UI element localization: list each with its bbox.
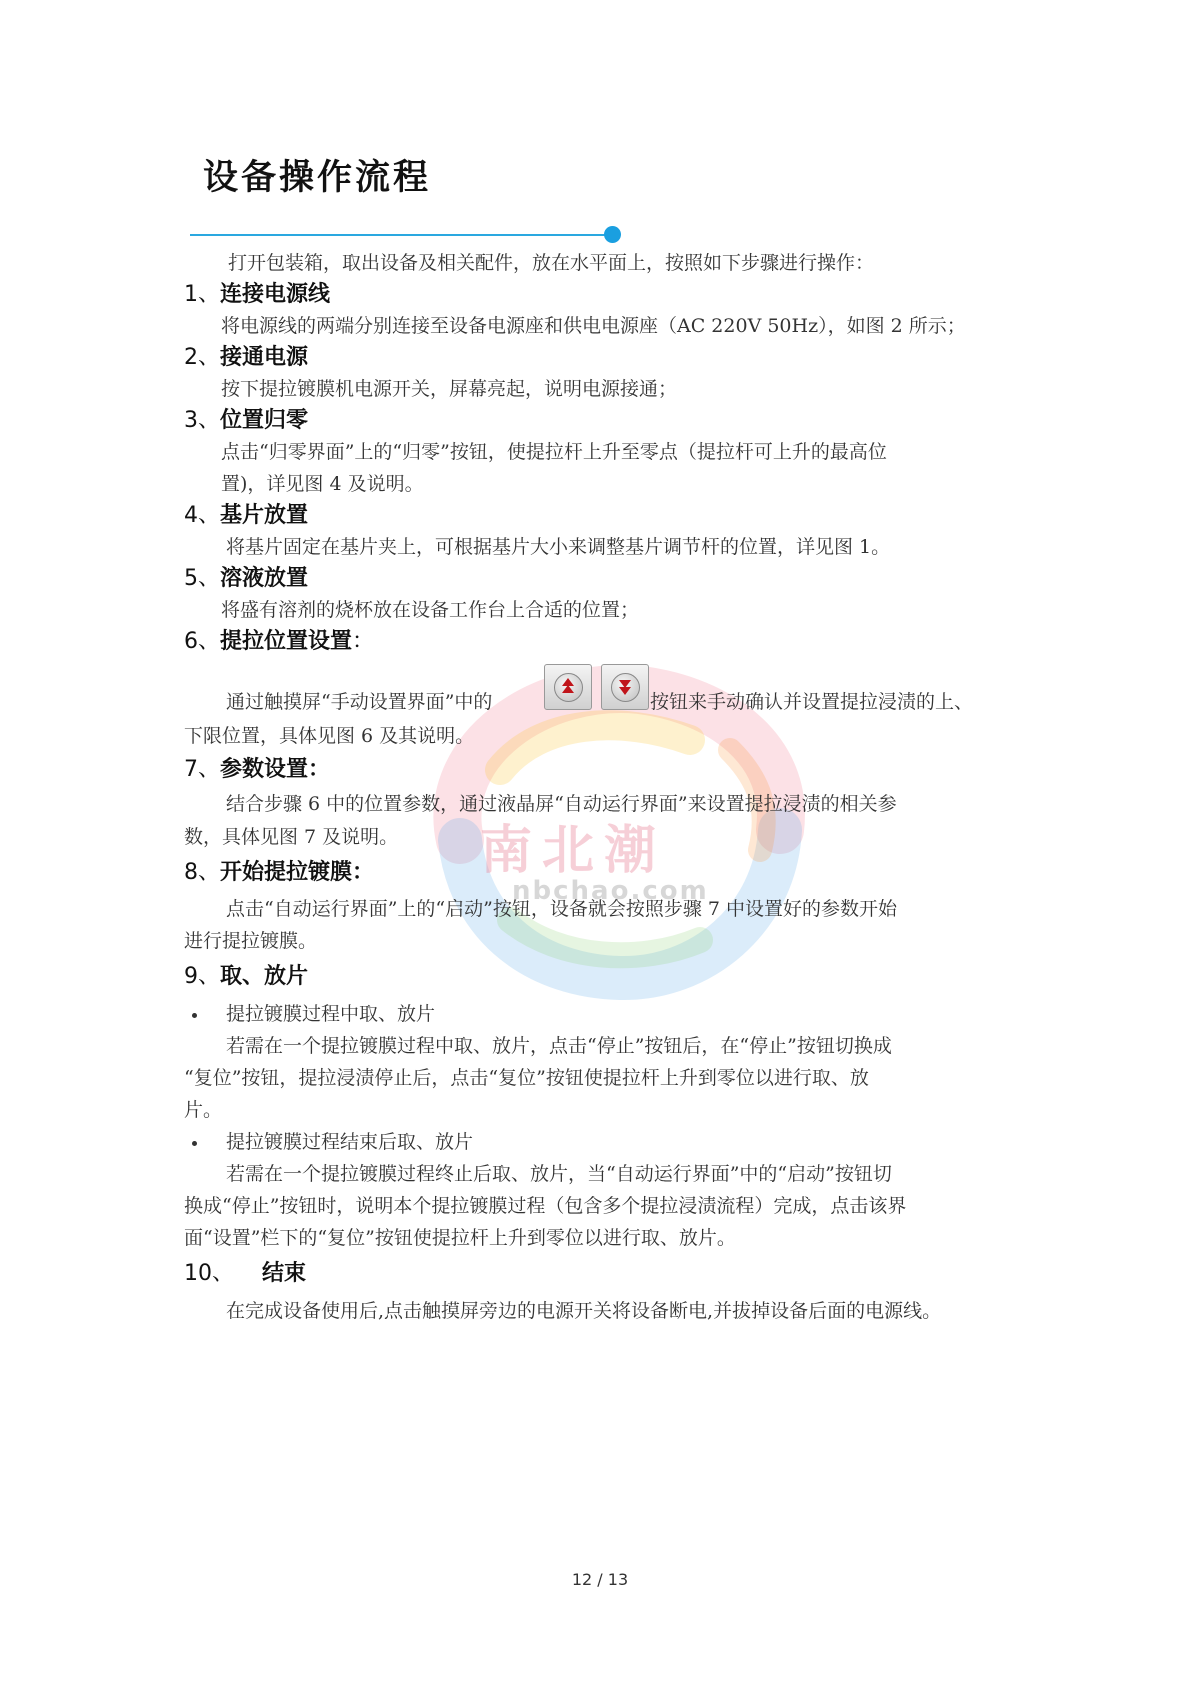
step-number: 4、 <box>184 503 220 528</box>
step-text: 结合步骤 6 中的位置参数，通过液晶屏“自动运行界面”来设置提拉浸渍的相关参 <box>226 793 897 815</box>
step-number: 10、 <box>184 1261 234 1286</box>
watermark-text-en: nbchao.com <box>512 876 709 906</box>
step-title: 取、放片 <box>220 964 309 989</box>
bullet-dot <box>192 1141 197 1146</box>
step-text: 通过触摸屏“手动设置界面”中的 <box>226 691 493 713</box>
bullet-label: 提拉镀膜过程结束后取、放片 <box>226 1131 474 1153</box>
step-number: 5、 <box>184 566 220 591</box>
step-number: 1、 <box>184 282 220 307</box>
step-number: 9、 <box>184 964 220 989</box>
down-arrow-button-icon <box>601 664 649 710</box>
step-text: 换成“停止”按钮时，说明本个提拉镀膜过程（包含多个提拉浸渍流程）完成，点击该界 <box>184 1195 907 1217</box>
page-number: 12 / 13 <box>571 1570 629 1589</box>
bullet-dot <box>192 1013 197 1018</box>
step-number: 3、 <box>184 408 220 433</box>
intro-text: 打开包装箱，取出设备及相关配件，放在水平面上，按照如下步骤进行操作： <box>228 252 875 274</box>
step-heading <box>184 406 308 436</box>
step-title: 结束 <box>262 1261 307 1286</box>
step-number: 7、 <box>184 757 220 782</box>
step-text: 在完成设备使用后,点击触摸屏旁边的电源开关将设备断电,并拔掉设备后面的电源线。 <box>226 1300 942 1322</box>
step-number: 8、 <box>184 860 220 885</box>
step-text: 按钮来手动确认并设置提拉浸渍的上、 <box>650 691 974 713</box>
step-text: 置)，详见图 4 及说明。 <box>221 473 424 495</box>
step-heading <box>184 343 308 373</box>
step-number: 6、 <box>184 629 220 654</box>
step-title: 接通电源 <box>220 345 309 370</box>
step-heading <box>184 1259 306 1289</box>
step-title: 提拉位置设置 <box>220 629 353 654</box>
step-title: 基片放置 <box>220 503 309 528</box>
step-number: 2、 <box>184 345 220 370</box>
step-text: 点击“归零界面”上的“归零”按钮，使提拉杆上升至零点（提拉杆可上升的最高位 <box>221 441 887 463</box>
title-underline <box>190 234 612 236</box>
step-text: 若需在一个提拉镀膜过程终止后取、放片，当“自动运行界面”中的“启动”按钮切 <box>226 1163 892 1185</box>
step-heading <box>184 755 330 785</box>
step-text: “复位”按钮，提拉浸渍停止后，点击“复位”按钮使提拉杆上升到零位以进行取、放 <box>184 1067 869 1089</box>
step-heading <box>184 280 330 310</box>
step-text: 下限位置，具体见图 6 及其说明。 <box>184 725 475 747</box>
up-arrow-icon <box>560 677 576 697</box>
step-text: 面“设置”栏下的“复位”按钮使提拉杆上升到零位以进行取、放片。 <box>184 1227 736 1249</box>
step-title: 开始提拉镀膜： <box>220 860 375 885</box>
step-text: 将基片固定在基片夹上，可根据基片大小来调整基片调节杆的位置，详见图 1。 <box>226 536 891 558</box>
step-title: 位置归零 <box>220 408 309 433</box>
step-title: 连接电源线 <box>220 282 331 307</box>
step-title-suffix: ： <box>352 629 375 654</box>
step-title: 溶液放置 <box>220 566 309 591</box>
step-text: 数，具体见图 7 及说明。 <box>184 826 399 848</box>
step-title: 参数设置： <box>220 757 331 782</box>
step-heading <box>184 627 374 657</box>
watermark-text-cn: 南北潮 <box>480 821 667 881</box>
step-text: 若需在一个提拉镀膜过程中取、放片，点击“停止”按钮后，在“停止”按钮切换成 <box>226 1035 892 1057</box>
step-text: 将电源线的两端分别连接至设备电源座和供电电源座（AC 220V 50Hz），如图 2 所示； <box>221 315 966 337</box>
step-text: 将盛有溶剂的烧杯放在设备工作台上合适的位置； <box>221 599 640 621</box>
step-heading <box>184 564 308 594</box>
bullet-label: 提拉镀膜过程中取、放片 <box>226 1003 436 1025</box>
step-text: 点击“自动运行界面”上的“启动”按钮，设备就会按照步骤 7 中设置好的参数开始 <box>226 898 898 920</box>
step-text: 片。 <box>184 1099 223 1121</box>
step-text: 进行提拉镀膜。 <box>184 930 318 952</box>
step-heading <box>184 501 308 531</box>
page-title: 设备操作流程 <box>203 158 432 198</box>
title-underline-dot <box>604 226 621 243</box>
step-text: 按下提拉镀膜机电源开关，屏幕亮起，说明电源接通； <box>221 378 678 400</box>
step-heading <box>184 858 374 888</box>
up-arrow-button-icon <box>544 664 592 710</box>
step-heading <box>184 962 308 992</box>
down-arrow-icon <box>617 677 633 697</box>
